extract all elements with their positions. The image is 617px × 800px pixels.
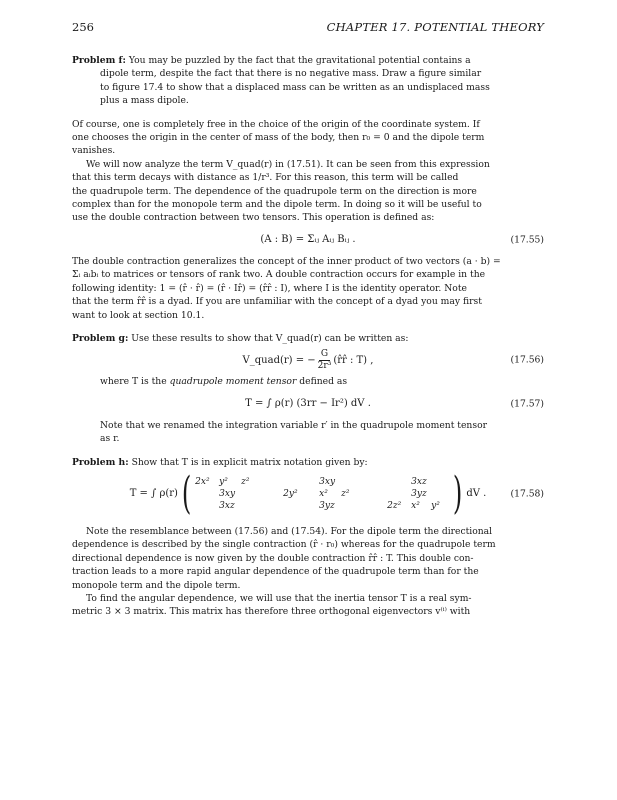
paragraph-angular xyxy=(72,592,544,619)
paragraph-double-contraction-line-5: want to look at section 10.1. xyxy=(72,309,205,321)
left-paren: ( xyxy=(181,467,192,519)
where-prefix: where T is the xyxy=(100,376,167,388)
paragraph-double-contraction xyxy=(72,255,544,322)
equation-17-58-rhs: dV . xyxy=(466,488,487,500)
matrix-cell: z² xyxy=(341,488,350,499)
problem-f xyxy=(72,54,544,108)
matrix-cell: 3xz xyxy=(219,500,235,511)
paragraph-origin-line-1: Of course, one is completely free in the choice of the origin of the coordinate system. If xyxy=(72,118,480,130)
problem-h-text: Show that T is in explicit matrix notation given by: xyxy=(131,456,368,468)
equation-17-56 xyxy=(72,345,544,375)
page-number: 256 xyxy=(72,20,94,34)
matrix xyxy=(178,467,466,519)
paragraph-resemblance-line-4: traction leads to a more rapid angular dependence of the quadrupole term than for the xyxy=(72,566,479,578)
matrix-cell: 3yz xyxy=(319,500,335,511)
paragraph-double-contraction-line-3: following identity: 1 = (r̂ · r̂) = (r̂ · Ir̂) = (r̂r̂ : I), where I is the identity operator. Note xyxy=(72,282,467,294)
paragraph-resemblance-line-3: directional dependence is now given by the double contraction r̂r̂ : T. This double con- xyxy=(72,552,474,564)
where-emphasis: quadrupole moment tensor xyxy=(169,376,297,388)
paragraph-angular-line-1: To find the angular dependence, we will use that the inertia tensor T is a real sym- xyxy=(86,592,472,604)
matrix-cell xyxy=(241,488,283,500)
paragraph-origin xyxy=(72,118,544,158)
equation-17-56-numerator: G xyxy=(320,348,329,359)
equation-17-56-denominator: 2r³ xyxy=(317,360,332,371)
matrix-cell xyxy=(283,500,319,512)
matrix-cell xyxy=(241,500,283,512)
matrix-cell xyxy=(195,500,219,512)
matrix-cell xyxy=(341,476,387,488)
paragraph-quadrupole-line-1: We will now analyze the term V_quad(r) in (17.51). It can be seen from this expression xyxy=(86,158,490,170)
matrix-cell: 3xz xyxy=(411,476,427,487)
paragraph-double-contraction-line-2: Σᵢ aᵢbᵢ to matrices or tensors of rank two. A double contraction occurs for example in the xyxy=(72,269,486,281)
matrix-cell: 2y² xyxy=(283,488,298,499)
matrix-cell xyxy=(283,476,319,488)
problem-f-label: Problem f: xyxy=(72,55,126,66)
problem-g-text: Use these results to show that V_quad(r) can be written as: xyxy=(131,332,409,344)
equation-17-56-rhs: (r̂r̂ : T) , xyxy=(333,354,374,366)
equation-17-58-number: (17.58) xyxy=(510,488,544,500)
paragraph-resemblance xyxy=(72,525,544,592)
problem-h-label: Problem h: xyxy=(72,456,129,468)
paragraph-double-contraction-line-1: The double contraction generalizes the concept of the inner product of two vectors (a · b) = xyxy=(72,255,501,267)
matrix-cell xyxy=(431,476,449,488)
matrix-cell xyxy=(341,500,387,512)
matrix-cell: 2z² xyxy=(387,500,402,511)
paragraph-resemblance-line-2: dependence is described by the single contraction (r̂ · r₀) whereas for the quadrupole term xyxy=(72,539,496,551)
matrix-cell xyxy=(387,488,411,500)
equation-17-55-expr: (A : B) = Σᵢⱼ Aᵢⱼ Bᵢⱼ . xyxy=(260,234,356,246)
note-line-2: as r. xyxy=(100,433,120,445)
paragraph-angular-line-2: metric 3 × 3 matrix. This matrix has therefore three orthogonal eigenvectors v⁽ⁱ⁾ with xyxy=(72,606,471,618)
problem-g xyxy=(72,332,544,446)
matrix-cell: z² xyxy=(241,476,250,487)
paragraph-origin-line-3: vanishes. xyxy=(72,145,116,157)
equation-17-55 xyxy=(72,225,544,255)
matrix-cell: 3xy xyxy=(319,476,336,487)
equation-17-57 xyxy=(72,389,544,419)
equation-17-55-number: (17.55) xyxy=(510,234,544,246)
page-header xyxy=(72,20,544,34)
matrix-cell: 3yz xyxy=(411,488,427,499)
paragraph-resemblance-line-5: monopole term and the dipole term. xyxy=(72,579,241,591)
where-text xyxy=(72,375,544,388)
problem-f-line-1: You may be puzzled by the fact that the gravitational potential contains a xyxy=(128,55,471,66)
problem-g-label: Problem g: xyxy=(72,332,129,344)
paragraph-origin-line-2: one chooses the origin in the center of mass of the body, then r₀ = 0 and the dipole term xyxy=(72,132,485,144)
problem-h xyxy=(72,456,544,519)
matrix-cell: 3xy xyxy=(219,488,236,499)
equation-17-56-number: (17.56) xyxy=(510,354,544,366)
problem-f-line-3: to figure 17.4 to show that a displaced mass can be written as an undisplaced mass xyxy=(100,81,490,93)
matrix-grid xyxy=(195,476,449,512)
page-body xyxy=(72,54,544,619)
matrix-cell xyxy=(387,476,411,488)
matrix-cell xyxy=(431,488,449,500)
matrix-cell: y² xyxy=(219,476,228,487)
equation-17-57-number: (17.57) xyxy=(510,398,544,410)
paragraph-quadrupole-line-3: the quadrupole term. The dependence of the quadrupole term on the direction is more xyxy=(72,185,477,197)
note-line-1: Note that we renamed the integration variable r′ in the quadrupole moment tensor xyxy=(100,419,487,431)
problem-f-line-4: plus a mass dipole. xyxy=(100,95,189,107)
matrix-cell: 2x² xyxy=(195,476,210,487)
equation-17-57-expr: T = ∫ ρ(r) (3rr − Ir²) dV . xyxy=(245,398,371,410)
right-paren: ) xyxy=(453,467,463,519)
equation-17-58 xyxy=(72,469,544,519)
problem-f-line-2: dipole term, despite the fact that there is no negative mass. Draw a figure similar xyxy=(100,68,482,80)
matrix-cell: y² xyxy=(431,500,440,511)
paragraph-quadrupole-line-5: use the double contraction between two tensors. This operation is defined as: xyxy=(72,212,435,224)
equation-17-56-lhs: V_quad(r) = − xyxy=(242,354,316,366)
paragraph-quadrupole xyxy=(72,158,544,225)
equation-17-58-lhs: T = ∫ ρ(r) xyxy=(129,488,178,500)
chapter-title: CHAPTER 17. POTENTIAL THEORY xyxy=(326,20,544,34)
paragraph-quadrupole-line-4: complex than for the monopole term and the dipole term. In doing so it will be useful to xyxy=(72,199,482,211)
matrix-cell xyxy=(195,488,219,500)
equation-17-56-fraction xyxy=(318,349,332,372)
paragraph-quadrupole-line-2: that this term decays with distance as 1/r³. For this reason, this term will be called xyxy=(72,172,459,184)
paragraph-double-contraction-line-4: that the term r̂r̂ is a dyad. If you are unfamiliar with the concept of a dyad you may first xyxy=(72,296,482,308)
matrix-cell: x² xyxy=(411,500,420,511)
paragraph-resemblance-line-1: Note the resemblance between (17.56) and (17.54). For the dipole term the directional xyxy=(86,525,493,537)
matrix-cell: x² xyxy=(319,488,328,499)
where-suffix: defined as xyxy=(299,376,348,388)
